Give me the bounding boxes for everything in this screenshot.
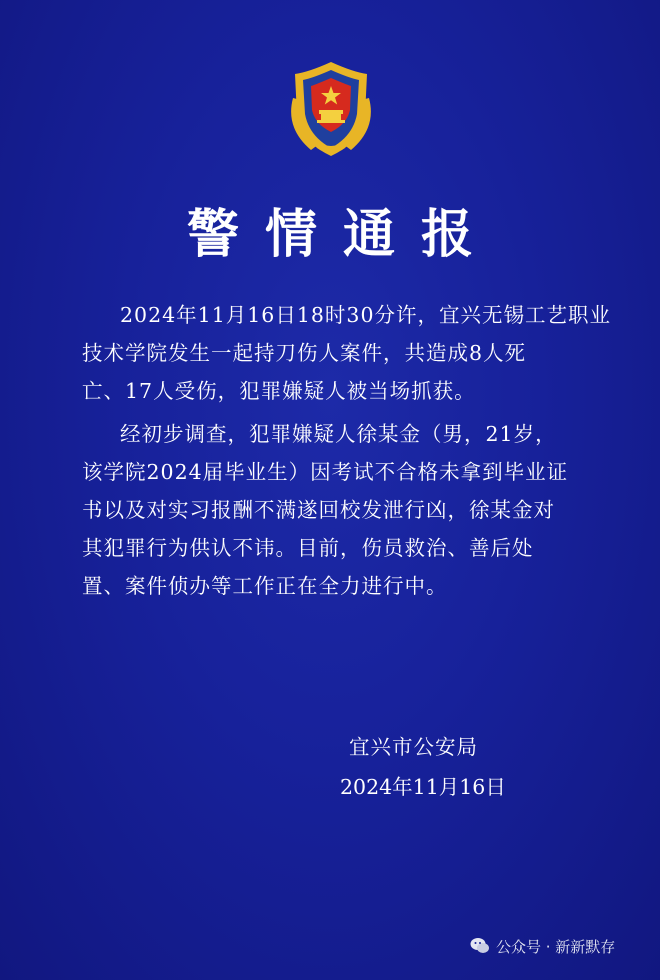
paragraph-line: 技术学院发生一起持刀伤人案件，共造成8人死 (82, 341, 527, 365)
footer-attribution[interactable] (470, 935, 615, 957)
paragraph-line: 亡、17人受伤，犯罪嫌疑人被当场抓获。 (82, 379, 476, 403)
paragraph-line: 该学院2024届毕业生）因考试不合格未拿到毕业证 (82, 460, 569, 484)
paragraph-line: 置、案件侦办等工作正在全力进行中。 (82, 574, 448, 598)
paragraph-1 (82, 296, 612, 410)
issuing-authority: 宜兴市公安局 (349, 735, 478, 759)
footer-text: 公众号 · 新新默存 (496, 937, 616, 956)
police-emblem-icon (283, 58, 379, 160)
paragraph-line: 经初步调查，犯罪嫌疑人徐某金（男，21岁， (120, 422, 557, 446)
paragraph-line: 书以及对实习报酬不满遂回校发泄行凶，徐某金对 (82, 498, 555, 522)
paragraph-line: 其犯罪行为供认不讳。目前，伤员救治、善后处 (82, 536, 534, 560)
page-title: 警情通报 (186, 205, 499, 265)
issue-date: 2024年11月16日 (340, 775, 506, 799)
paragraph-line: 2024年11月16日18时30分许，宜兴无锡工艺职业 (120, 303, 612, 327)
wechat-icon (470, 937, 490, 955)
paragraph-2 (82, 415, 587, 605)
